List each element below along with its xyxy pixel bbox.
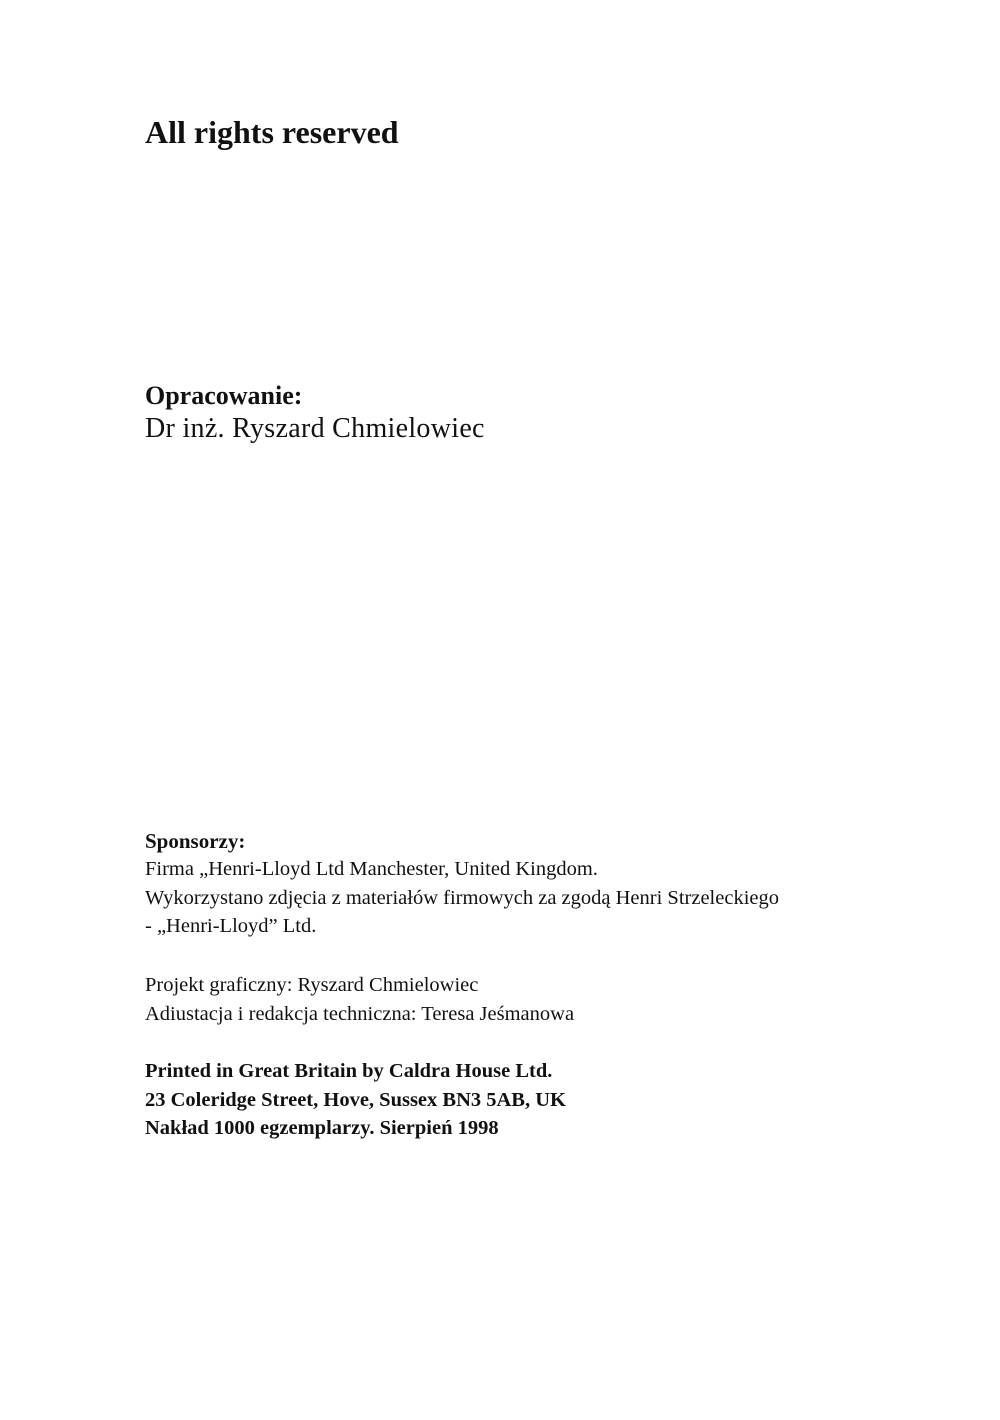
printer-line: Printed in Great Britain by Caldra House Ltd.	[145, 1060, 553, 1082]
sponsors-heading: Sponsorzy:	[145, 829, 246, 853]
graphic-design-credit: Projekt graficzny: Ryszard Chmielowiec	[145, 974, 479, 996]
print-run-date: Nakład 1000 egzemplarzy. Sierpień 1998	[145, 1117, 499, 1139]
sponsors-line: Firma „Henri-Lloyd Ltd Manchester, United Kingdom.	[145, 858, 598, 880]
rights-notice: All rights reserved	[145, 114, 399, 150]
sponsors-line: Wykorzystano zdjęcia z materiałów firmowych za zgodą Henri Strzeleckiego	[145, 886, 779, 909]
sponsors-line: - „Henri-Lloyd” Ltd.	[145, 915, 317, 937]
preparation-heading: Opracowanie:	[145, 381, 303, 410]
printer-address: 23 Coleridge Street, Hove, Sussex BN3 5AB, UK	[145, 1088, 566, 1111]
preparation-author: Dr inż. Ryszard Chmielowiec	[145, 413, 485, 444]
preparation-section	[145, 380, 485, 446]
editing-credit: Adiustacja i redakcja techniczna: Teresa Jeśmanowa	[145, 1002, 575, 1025]
credits-section	[145, 971, 574, 1028]
sponsors-section	[145, 827, 945, 941]
printer-section	[145, 1057, 566, 1143]
